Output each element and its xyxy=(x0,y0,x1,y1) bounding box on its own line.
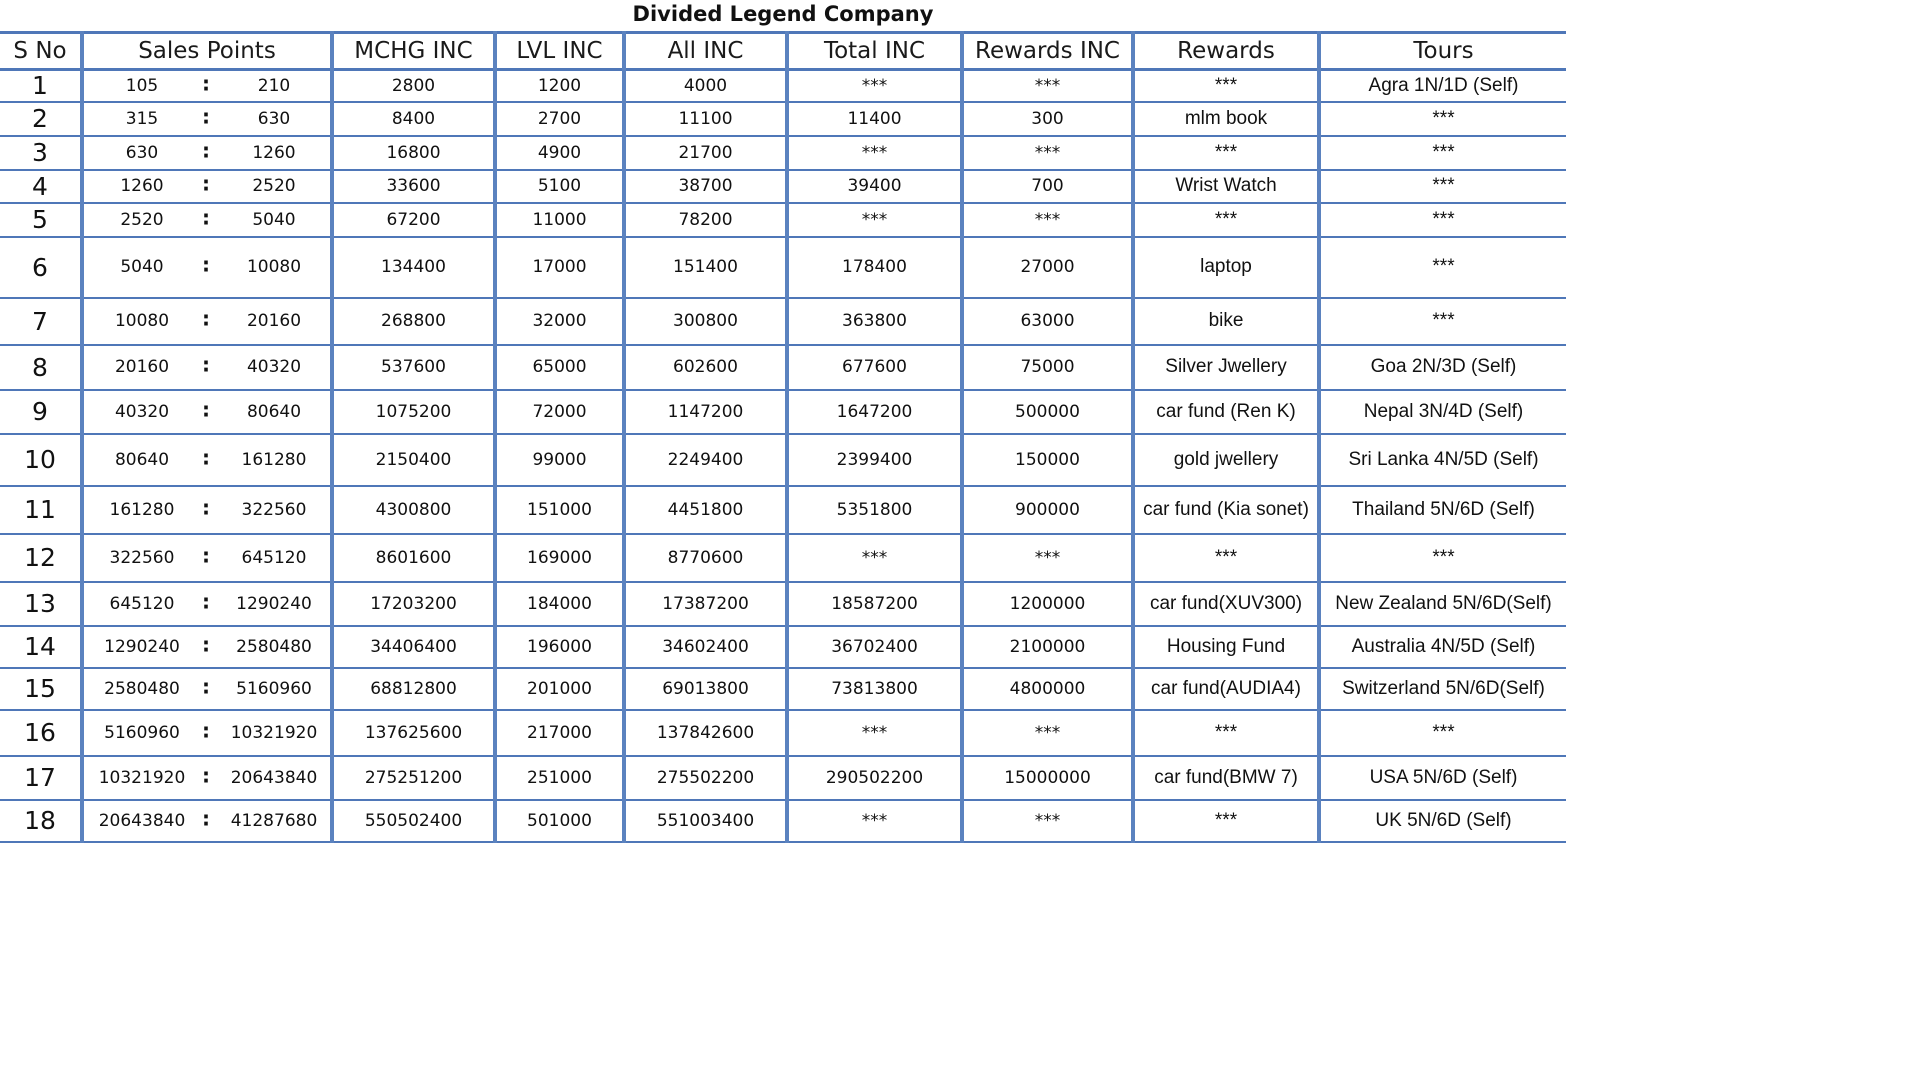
sales-point-from: 630 xyxy=(125,142,159,163)
cell-lvl-inc: 32000 xyxy=(495,298,624,345)
sales-point-separator: : xyxy=(202,138,210,163)
sales-point-from: 40320 xyxy=(114,401,170,422)
cell-total-inc: *** xyxy=(787,710,962,756)
table-row xyxy=(0,710,1566,756)
sales-point-separator: : xyxy=(202,171,210,196)
cell-mchg-inc: 2800 xyxy=(332,70,495,102)
cell-rewards-inc: *** xyxy=(962,70,1133,102)
sales-point-to: 20643840 xyxy=(230,767,318,788)
cell-rewards: Housing Fund xyxy=(1133,626,1319,668)
table-row xyxy=(0,102,1566,136)
cell-tours: Agra 1N/1D (Self) xyxy=(1319,70,1566,102)
table-row xyxy=(0,136,1566,170)
header-lvl-inc: LVL INC xyxy=(495,33,624,70)
cell-tours: *** xyxy=(1319,102,1566,136)
sales-point-to: 20160 xyxy=(246,311,302,331)
cell-tours: Nepal 3N/4D (Self) xyxy=(1319,390,1566,434)
cell-sales-points xyxy=(82,434,332,486)
sales-point-separator: : xyxy=(202,397,210,422)
sales-point-from: 2580480 xyxy=(104,678,180,699)
cell-rewards-inc: *** xyxy=(962,534,1133,582)
cell-lvl-inc: 2700 xyxy=(495,102,624,136)
cell-all-inc: 11100 xyxy=(624,102,787,136)
cell-lvl-inc: 4900 xyxy=(495,136,624,170)
cell-sno: 1 xyxy=(32,71,48,101)
cell-all-inc: 34602400 xyxy=(624,626,787,668)
sales-point-to: 2520 xyxy=(252,176,296,196)
cell-sales-points xyxy=(82,170,332,203)
cell-sales-points xyxy=(82,756,332,800)
cell-rewards-inc: 1200000 xyxy=(962,582,1133,626)
cell-sno: 13 xyxy=(24,589,56,618)
sales-point-to: 80640 xyxy=(246,401,302,422)
cell-sno: 11 xyxy=(24,495,56,524)
cell-mchg-inc: 8601600 xyxy=(332,534,495,582)
cell-tours: *** xyxy=(1319,203,1566,237)
sales-point-from: 20643840 xyxy=(98,810,186,831)
cell-all-inc: 551003400 xyxy=(624,800,787,842)
cell-sales-points xyxy=(82,298,332,345)
cell-lvl-inc: 1200 xyxy=(495,70,624,102)
cell-mchg-inc: 550502400 xyxy=(332,800,495,842)
sales-point-from: 5040 xyxy=(120,257,164,277)
sales-point-to: 1290240 xyxy=(236,593,312,614)
header-sno: S No xyxy=(13,38,67,64)
sales-point-from: 315 xyxy=(125,108,159,129)
cell-rewards-inc: *** xyxy=(962,800,1133,842)
cell-mchg-inc: 2150400 xyxy=(332,434,495,486)
sales-point-to: 40320 xyxy=(246,357,302,377)
cell-rewards-inc: 700 xyxy=(962,170,1133,203)
sales-point-to: 2580480 xyxy=(236,636,312,657)
cell-rewards-inc: 2100000 xyxy=(962,626,1133,668)
sales-point-from: 1290240 xyxy=(104,636,180,657)
cell-all-inc: 1147200 xyxy=(624,390,787,434)
header-all-inc: All INC xyxy=(624,33,787,70)
cell-sno: 15 xyxy=(24,674,56,703)
cell-tours: Switzerland 5N/6D(Self) xyxy=(1319,668,1566,710)
sales-point-separator: : xyxy=(202,495,210,520)
cell-mchg-inc: 67200 xyxy=(332,203,495,237)
cell-total-inc: 18587200 xyxy=(787,582,962,626)
cell-tours: *** xyxy=(1319,237,1566,298)
sales-point-to: 161280 xyxy=(241,449,307,470)
sales-point-separator: : xyxy=(202,632,210,657)
cell-mchg-inc: 8400 xyxy=(332,102,495,136)
document-title: Divided Legend Company xyxy=(632,2,934,26)
cell-total-inc: 5351800 xyxy=(787,486,962,534)
table-row xyxy=(0,298,1566,345)
cell-sales-points xyxy=(82,102,332,136)
cell-total-inc: 363800 xyxy=(787,298,962,345)
sales-point-separator: : xyxy=(202,306,210,331)
table-row xyxy=(0,756,1566,800)
cell-rewards: *** xyxy=(1133,710,1319,756)
cell-tours: UK 5N/6D (Self) xyxy=(1319,800,1566,842)
cell-lvl-inc: 217000 xyxy=(495,710,624,756)
cell-sno: 14 xyxy=(24,632,56,661)
cell-all-inc: 137842600 xyxy=(624,710,787,756)
table-row xyxy=(0,170,1566,203)
cell-lvl-inc: 169000 xyxy=(495,534,624,582)
cell-sales-points xyxy=(82,582,332,626)
header-tours: Tours xyxy=(1319,33,1566,70)
cell-sales-points xyxy=(82,668,332,710)
cell-mchg-inc: 1075200 xyxy=(332,390,495,434)
cell-rewards-inc: 150000 xyxy=(962,434,1133,486)
cell-rewards: car fund (Ren K) xyxy=(1133,390,1319,434)
cell-sno: 8 xyxy=(32,352,48,382)
cell-lvl-inc: 72000 xyxy=(495,390,624,434)
cell-sales-points xyxy=(82,626,332,668)
cell-rewards: *** xyxy=(1133,136,1319,170)
sales-point-from: 10080 xyxy=(114,311,170,331)
header-sales-points: Sales Points xyxy=(82,33,332,70)
sales-point-from: 105 xyxy=(125,75,159,96)
cell-tours: New Zealand 5N/6D(Self) xyxy=(1319,582,1566,626)
cell-lvl-inc: 251000 xyxy=(495,756,624,800)
cell-rewards: *** xyxy=(1133,534,1319,582)
table-row xyxy=(0,203,1566,237)
cell-total-inc: *** xyxy=(787,203,962,237)
cell-all-inc: 4451800 xyxy=(624,486,787,534)
cell-sno: 17 xyxy=(24,763,56,792)
cell-total-inc: 2399400 xyxy=(787,434,962,486)
table-row xyxy=(0,390,1566,434)
cell-sales-points xyxy=(82,800,332,842)
table-row xyxy=(0,345,1566,390)
cell-mchg-inc: 68812800 xyxy=(332,668,495,710)
cell-rewards: laptop xyxy=(1133,237,1319,298)
cell-all-inc: 151400 xyxy=(624,237,787,298)
cell-rewards: mlm book xyxy=(1133,102,1319,136)
cell-total-inc: 11400 xyxy=(787,102,962,136)
cell-sno: 10 xyxy=(24,445,56,474)
cell-rewards-inc: 900000 xyxy=(962,486,1133,534)
cell-lvl-inc: 11000 xyxy=(495,203,624,237)
cell-lvl-inc: 501000 xyxy=(495,800,624,842)
cell-mchg-inc: 134400 xyxy=(332,237,495,298)
sales-point-separator: : xyxy=(202,674,210,699)
cell-total-inc: 290502200 xyxy=(787,756,962,800)
cell-total-inc: 39400 xyxy=(787,170,962,203)
sales-point-to: 5040 xyxy=(252,209,296,230)
header-rewards-inc: Rewards INC xyxy=(962,33,1133,70)
table-row xyxy=(0,582,1566,626)
sales-point-separator: : xyxy=(202,205,210,230)
cell-tours: Goa 2N/3D (Self) xyxy=(1319,345,1566,390)
cell-sno: 18 xyxy=(24,806,56,835)
cell-rewards-inc: *** xyxy=(962,203,1133,237)
cell-mchg-inc: 33600 xyxy=(332,170,495,203)
cell-mchg-inc: 4300800 xyxy=(332,486,495,534)
cell-tours: Australia 4N/5D (Self) xyxy=(1319,626,1566,668)
cell-mchg-inc: 137625600 xyxy=(332,710,495,756)
cell-total-inc: 73813800 xyxy=(787,668,962,710)
sales-point-separator: : xyxy=(202,445,210,470)
rewards-table xyxy=(0,31,1566,843)
cell-sno: 4 xyxy=(32,171,48,201)
sales-point-from: 161280 xyxy=(109,499,175,520)
sales-point-separator: : xyxy=(202,763,210,788)
sales-point-to: 41287680 xyxy=(230,810,318,831)
cell-mchg-inc: 268800 xyxy=(332,298,495,345)
cell-rewards-inc: 27000 xyxy=(962,237,1133,298)
header-row xyxy=(0,33,1566,70)
cell-lvl-inc: 184000 xyxy=(495,582,624,626)
sales-point-from: 10321920 xyxy=(98,767,186,788)
sales-point-from: 645120 xyxy=(109,593,175,614)
cell-all-inc: 21700 xyxy=(624,136,787,170)
sales-point-from: 322560 xyxy=(109,547,175,568)
cell-tours: *** xyxy=(1319,534,1566,582)
cell-mchg-inc: 34406400 xyxy=(332,626,495,668)
table-row xyxy=(0,486,1566,534)
cell-rewards-inc: 300 xyxy=(962,102,1133,136)
cell-all-inc: 275502200 xyxy=(624,756,787,800)
header-rewards: Rewards xyxy=(1133,33,1319,70)
cell-rewards: Silver Jwellery xyxy=(1133,345,1319,390)
table-body xyxy=(0,70,1566,842)
cell-total-inc: *** xyxy=(787,534,962,582)
cell-rewards: car fund (Kia sonet) xyxy=(1133,486,1319,534)
cell-rewards: bike xyxy=(1133,298,1319,345)
cell-total-inc: 36702400 xyxy=(787,626,962,668)
cell-sales-points xyxy=(82,345,332,390)
cell-rewards-inc: 500000 xyxy=(962,390,1133,434)
cell-total-inc: 178400 xyxy=(787,237,962,298)
sales-point-separator: : xyxy=(202,252,210,277)
sales-point-to: 322560 xyxy=(241,499,307,520)
sales-point-to: 10080 xyxy=(246,257,302,277)
cell-all-inc: 78200 xyxy=(624,203,787,237)
sales-point-from: 5160960 xyxy=(104,722,180,743)
sales-point-to: 1260 xyxy=(252,142,296,163)
header-mchg-inc: MCHG INC xyxy=(332,33,495,70)
cell-sales-points xyxy=(82,486,332,534)
sales-point-separator: : xyxy=(202,718,210,743)
cell-rewards-inc: *** xyxy=(962,136,1133,170)
sales-point-separator: : xyxy=(202,352,210,377)
cell-rewards-inc: 75000 xyxy=(962,345,1133,390)
cell-all-inc: 300800 xyxy=(624,298,787,345)
cell-mchg-inc: 275251200 xyxy=(332,756,495,800)
sales-point-to: 630 xyxy=(257,108,291,129)
cell-rewards: Wrist Watch xyxy=(1133,170,1319,203)
cell-rewards: car fund(XUV300) xyxy=(1133,582,1319,626)
cell-sno: 2 xyxy=(32,104,48,133)
cell-sno: 7 xyxy=(32,306,48,336)
cell-tours: Thailand 5N/6D (Self) xyxy=(1319,486,1566,534)
sales-point-separator: : xyxy=(202,543,210,568)
cell-sales-points xyxy=(82,136,332,170)
cell-lvl-inc: 17000 xyxy=(495,237,624,298)
cell-sno: 9 xyxy=(32,397,48,426)
cell-sno: 16 xyxy=(24,718,56,747)
sales-point-from: 20160 xyxy=(114,357,170,377)
cell-rewards: gold jwellery xyxy=(1133,434,1319,486)
cell-all-inc: 69013800 xyxy=(624,668,787,710)
sales-point-from: 2520 xyxy=(120,209,164,230)
cell-total-inc: *** xyxy=(787,136,962,170)
cell-sno: 5 xyxy=(32,205,48,234)
cell-total-inc: 677600 xyxy=(787,345,962,390)
cell-rewards: car fund(AUDIA4) xyxy=(1133,668,1319,710)
sales-point-to: 5160960 xyxy=(236,678,312,699)
cell-tours: USA 5N/6D (Self) xyxy=(1319,756,1566,800)
cell-rewards: *** xyxy=(1133,800,1319,842)
header-total-inc: Total INC xyxy=(787,33,962,70)
cell-rewards-inc: *** xyxy=(962,710,1133,756)
cell-total-inc: *** xyxy=(787,800,962,842)
sales-point-separator: : xyxy=(202,71,210,96)
cell-rewards-inc: 4800000 xyxy=(962,668,1133,710)
cell-mchg-inc: 537600 xyxy=(332,345,495,390)
cell-tours: *** xyxy=(1319,170,1566,203)
cell-all-inc: 38700 xyxy=(624,170,787,203)
cell-tours: *** xyxy=(1319,710,1566,756)
cell-rewards: *** xyxy=(1133,70,1319,102)
cell-all-inc: 602600 xyxy=(624,345,787,390)
cell-all-inc: 8770600 xyxy=(624,534,787,582)
cell-sales-points xyxy=(82,534,332,582)
cell-total-inc: *** xyxy=(787,70,962,102)
cell-rewards: car fund(BMW 7) xyxy=(1133,756,1319,800)
cell-lvl-inc: 65000 xyxy=(495,345,624,390)
cell-tours: *** xyxy=(1319,298,1566,345)
cell-sno: 6 xyxy=(32,252,48,282)
cell-mchg-inc: 16800 xyxy=(332,136,495,170)
cell-tours: *** xyxy=(1319,136,1566,170)
sales-point-from: 80640 xyxy=(114,449,170,470)
cell-all-inc: 4000 xyxy=(624,70,787,102)
cell-rewards: *** xyxy=(1133,203,1319,237)
table-row xyxy=(0,70,1566,102)
cell-mchg-inc: 17203200 xyxy=(332,582,495,626)
sales-point-to: 10321920 xyxy=(230,722,318,743)
table-row xyxy=(0,237,1566,298)
cell-lvl-inc: 5100 xyxy=(495,170,624,203)
cell-all-inc: 17387200 xyxy=(624,582,787,626)
sales-point-to: 210 xyxy=(257,75,291,96)
sales-point-separator: : xyxy=(202,104,210,129)
sales-point-from: 1260 xyxy=(120,176,164,196)
cell-sales-points xyxy=(82,203,332,237)
cell-all-inc: 2249400 xyxy=(624,434,787,486)
cell-lvl-inc: 99000 xyxy=(495,434,624,486)
cell-lvl-inc: 196000 xyxy=(495,626,624,668)
cell-rewards-inc: 15000000 xyxy=(962,756,1133,800)
table-row xyxy=(0,668,1566,710)
table-row xyxy=(0,626,1566,668)
cell-sales-points xyxy=(82,70,332,102)
sales-point-separator: : xyxy=(202,806,210,831)
table-row xyxy=(0,800,1566,842)
cell-sno: 12 xyxy=(24,543,56,572)
table-row xyxy=(0,534,1566,582)
cell-sales-points xyxy=(82,390,332,434)
cell-lvl-inc: 151000 xyxy=(495,486,624,534)
sales-point-to: 645120 xyxy=(241,547,307,568)
table-row xyxy=(0,434,1566,486)
cell-sno: 3 xyxy=(32,138,48,167)
cell-tours: Sri Lanka 4N/5D (Self) xyxy=(1319,434,1566,486)
cell-rewards-inc: 63000 xyxy=(962,298,1133,345)
cell-sales-points xyxy=(82,237,332,298)
cell-lvl-inc: 201000 xyxy=(495,668,624,710)
sales-point-separator: : xyxy=(202,589,210,614)
cell-total-inc: 1647200 xyxy=(787,390,962,434)
cell-sales-points xyxy=(82,710,332,756)
